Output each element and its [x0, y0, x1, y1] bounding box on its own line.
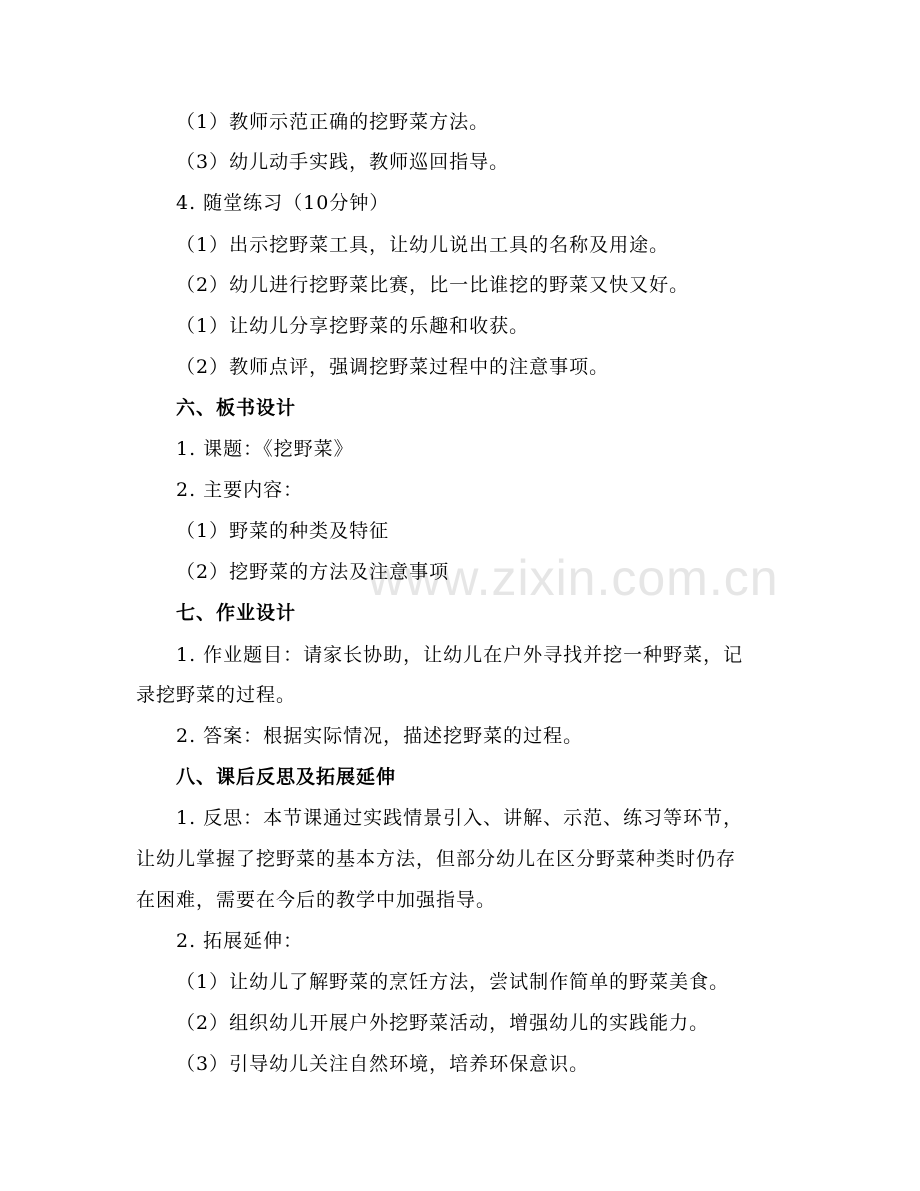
section-heading: 六、板书设计 — [176, 397, 297, 419]
paragraph-line: 2. 答案：根据实际情况，描述挖野菜的过程。 — [176, 725, 584, 747]
paragraph-line: （3）引导幼儿关注自然环境，培养环保意识。 — [176, 1053, 590, 1075]
paragraph-line: （3）幼儿动手实践，教师巡回指导。 — [176, 151, 510, 173]
paragraph-line: （1）教师示范正确的挖野菜方法。 — [176, 111, 490, 133]
paragraph-line: 让幼儿掌握了挖野菜的基本方法，但部分幼儿在区分野菜种类时仍存 — [136, 848, 737, 870]
paragraph-line: （1）让幼儿分享挖野菜的乐趣和收获。 — [176, 315, 530, 337]
watermark-text: www.zixin.com.cn — [368, 550, 779, 606]
paragraph-line: 录挖野菜的过程。 — [136, 684, 297, 706]
paragraph-line: 1. 课题：《挖野菜》 — [176, 438, 354, 460]
section-heading: 七、作业设计 — [176, 602, 297, 624]
paragraph-line: （1）让幼儿了解野菜的烹饪方法，尝试制作简单的野菜美食。 — [176, 971, 730, 993]
paragraph-line: （1）出示挖野菜工具，让幼儿说出工具的名称及用途。 — [176, 234, 670, 256]
paragraph-line: （2）组织幼儿开展户外挖野菜活动，增强幼儿的实践能力。 — [176, 1012, 710, 1034]
paragraph-line: （1）野菜的种类及特征 — [176, 520, 390, 542]
paragraph-line: （2）幼儿进行挖野菜比赛，比一比谁挖的野菜又快又好。 — [176, 274, 690, 296]
paragraph-line: 2. 主要内容： — [176, 479, 304, 501]
paragraph-line: 1. 作业题目：请家长协助，让幼儿在户外寻找并挖一种野菜，记 — [176, 644, 744, 666]
paragraph-line: 2. 拓展延伸： — [176, 930, 304, 952]
section-heading: 八、课后反思及拓展延伸 — [176, 766, 397, 788]
paragraph-line: 在困难，需要在今后的教学中加强指导。 — [136, 889, 497, 911]
paragraph-line: （2）教师点评，强调挖野菜过程中的注意事项。 — [176, 356, 610, 378]
paragraph-line: 1. 反思：本节课通过实践情景引入、讲解、示范、练习等环节， — [176, 807, 744, 829]
paragraph-line: （2）挖野菜的方法及注意事项 — [176, 561, 450, 583]
paragraph-line: 4. 随堂练习（10分钟） — [176, 192, 390, 214]
